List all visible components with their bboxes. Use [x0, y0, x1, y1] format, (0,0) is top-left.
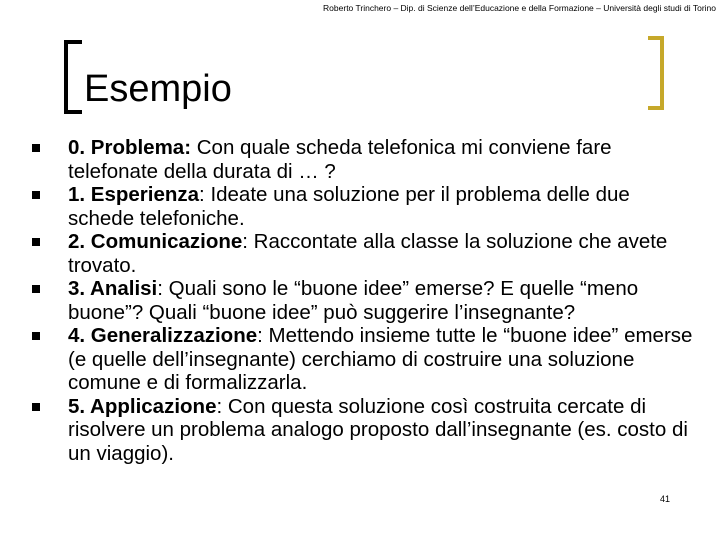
slide-title: Esempio: [84, 68, 232, 110]
item-text: : Mettendo insieme tutte le “buone idee” emerse (e quelle dell’insegnante) cerchiamo di costruire una soluzione comune e di formalizzarla.: [68, 324, 693, 394]
item-text: : Ideate una soluzione per il problema delle due schede telefoniche.: [68, 183, 630, 230]
list-item: [30, 277, 700, 324]
bullet-list: [30, 136, 700, 465]
slide-header: Roberto Trinchero – Dip. di Scienze dell’Educazione e della Formazione – Università degli studi di Torino: [323, 3, 716, 13]
item-label: 2. Comunicazione: [68, 230, 243, 253]
list-item: [30, 136, 700, 183]
title-bracket-right: [648, 36, 664, 110]
list-item: [30, 230, 700, 277]
square-bullet-icon: [32, 144, 40, 152]
page-number: 41: [660, 494, 671, 504]
item-label: 5. Applicazione: [68, 394, 217, 418]
item-label: 4. Generalizzazione: [68, 324, 258, 347]
item-text: : Con questa soluzione così costruita cercate di risolvere un problema analogo proposto dall’insegnante (es. costo di un viaggio).: [68, 394, 688, 465]
item-text: : Raccontate alla classe la soluzione che avete trovato.: [68, 230, 668, 277]
list-item: [30, 324, 700, 395]
title-bracket-left: [64, 40, 82, 114]
square-bullet-icon: [32, 403, 40, 411]
list-item: [30, 395, 700, 466]
square-bullet-icon: [32, 238, 40, 246]
list-item: [30, 183, 700, 230]
item-label: 1. Esperienza: [68, 183, 200, 206]
item-text: Con quale scheda telefonica mi conviene fare telefonate della durata di … ?: [68, 136, 612, 183]
item-label: 0. Problema:: [68, 136, 192, 159]
item-label: 3. Analisi: [68, 277, 158, 300]
square-bullet-icon: [32, 332, 40, 340]
item-text: : Quali sono le “buone idee” emerse? E quelle “meno buone”? Quali “buone idee” può suggerire l’insegnante?: [68, 277, 639, 324]
square-bullet-icon: [32, 191, 40, 199]
square-bullet-icon: [32, 285, 40, 293]
